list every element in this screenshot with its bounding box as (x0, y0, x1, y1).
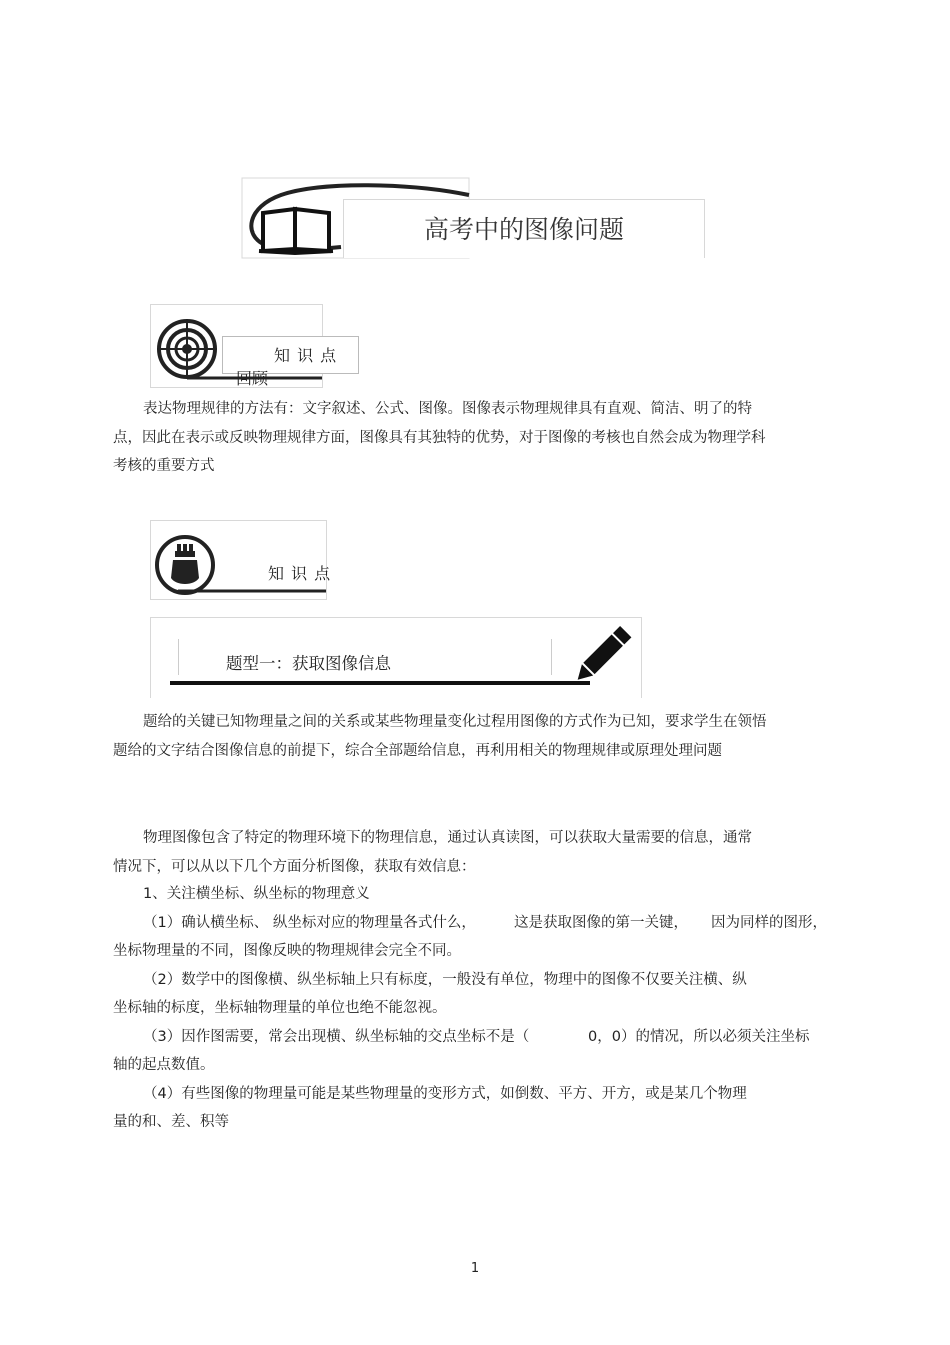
page-title: 高考中的图像问题 (423, 215, 624, 244)
intro-paragraph: 表达物理规律的方法有：文字叙述、公式、图像。图像表示物理规律具有直观、简洁、明了的特点，因此在表示或反映物理规律方面，图像具有其独特的优势，对于图像的考核也自然会成为物理学科考核的重要方式 (113, 401, 766, 474)
title-box (343, 199, 705, 258)
item-4-part-b: 量的和、差、积等 (113, 1114, 229, 1130)
banner-underline (170, 681, 590, 685)
heading-main: 知 识 点 (274, 346, 338, 365)
page-number: 1 (470, 1261, 480, 1276)
heading-sub: 回顾 (236, 369, 269, 388)
type-banner (150, 617, 642, 699)
item-2-part-b: 坐标轴的标度，坐标轴物理量的单位也绝不能忽视。 (113, 1000, 447, 1016)
item-1-part-b: 这是获取图像的第一关键， (514, 915, 688, 931)
banner-label: 题型一：获取图像信息 (226, 654, 391, 673)
item-2-part-a: （2）数学中的图像横、纵坐标轴上只有标度，一般没有单位，物理中的图像不仅要关注横、纵 (143, 972, 747, 988)
body-paragraph-2: 物理图像包含了特定的物理环境下的物理信息，通过认真读图，可以获取大量需要的信息，通常情况下，可以从以下几个方面分析图像，获取有效信息： (113, 830, 752, 875)
item-3-part-c: 轴的起点数值。 (113, 1057, 215, 1073)
section-heading-knowledge (150, 520, 350, 600)
body-paragraph-1: 题给的关键已知物理量之间的关系或某些物理量变化过程用图像的方式作为已知，要求学生在领悟题给的文字结合图像信息的前提下，综合全部题给信息，再利用相关的物理规律或原理处理问题 (113, 714, 767, 759)
item-3-part-a: （3）因作图需要，常会出现横、纵坐标轴的交点坐标不是（ (143, 1029, 530, 1045)
item-4-part-a: （4）有些图像的物理量可能是某些物理量的变形方式，如倒数、平方、开方，或是某几个物理 (143, 1086, 747, 1102)
item-1-part-c: 因为同样的图形， (711, 915, 827, 931)
heading-main: 知 识 点 (268, 564, 332, 583)
item-1-part-a: （1）确认横坐标、 纵坐标对应的物理量各式什么， (143, 915, 476, 931)
item-1-part-d: 坐标物理量的不同，图像反映的物理规律会完全不同。 (113, 943, 461, 959)
item-3-part-b: 0，0）的情况，所以必须关注坐标 (588, 1029, 810, 1045)
pencil-icon (570, 623, 632, 687)
chess-tower-icon (150, 520, 328, 600)
section-heading-review (150, 304, 360, 388)
title-header (241, 177, 705, 259)
point-1: 1、关注横坐标、纵坐标的物理意义 (143, 886, 370, 902)
